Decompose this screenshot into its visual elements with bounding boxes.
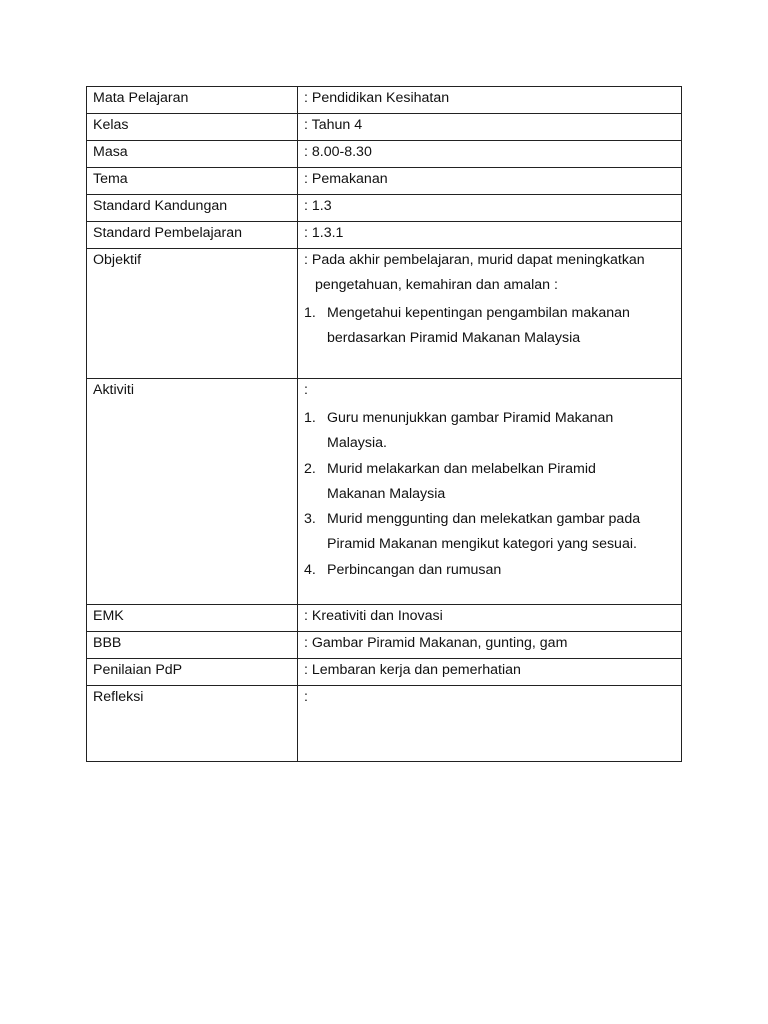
row-bbb: [87, 632, 682, 659]
value-emk: : Kreativiti dan Inovasi: [298, 605, 682, 632]
value-aktiviti: [298, 379, 682, 605]
objektif-list: [304, 301, 675, 352]
value-kelas: : Tahun 4: [298, 114, 682, 141]
lesson-plan-table: [86, 86, 682, 762]
value-standard-pembelajaran: : 1.3.1: [298, 222, 682, 249]
list-text-line2: berdasarkan Piramid Makanan Malaysia: [327, 330, 581, 347]
list-text-line2: Piramid Makanan mengikut kategori yang sesuai.: [327, 536, 637, 553]
value-penilaian-pdp: : Lembaran kerja dan pemerhatian: [298, 659, 682, 686]
label-penilaian-pdp: Penilaian PdP: [87, 659, 298, 686]
value-mata-pelajaran: : Pendidikan Kesihatan: [298, 87, 682, 114]
row-standard-pembelajaran: [87, 222, 682, 249]
objektif-intro-line1: : Pada akhir pembelajaran, murid dapat meningkatkan: [304, 252, 645, 268]
value-bbb: : Gambar Piramid Makanan, gunting, gam: [298, 632, 682, 659]
row-aktiviti: [87, 379, 682, 605]
list-text-line1: Murid menggunting dan melekatkan gambar pada: [327, 511, 641, 528]
row-penilaian-pdp: [87, 659, 682, 686]
label-refleksi: Refleksi: [87, 686, 298, 762]
label-tema: Tema: [87, 168, 298, 195]
label-masa: Masa: [87, 141, 298, 168]
list-number: 2.: [304, 460, 316, 477]
list-text-line1: Mengetahui kepentingan pengambilan makanan: [327, 305, 630, 321]
row-standard-kandungan: [87, 195, 682, 222]
list-number: 3.: [304, 511, 316, 528]
label-bbb: BBB: [87, 632, 298, 659]
list-item: [304, 406, 675, 457]
row-objektif: [87, 249, 682, 379]
row-tema: [87, 168, 682, 195]
value-masa: : 8.00-8.30: [298, 141, 682, 168]
value-objektif: [298, 249, 682, 379]
value-standard-kandungan: : 1.3: [298, 195, 682, 222]
row-emk: [87, 605, 682, 632]
list-text-line1: Murid melakarkan dan melabelkan Piramid: [327, 460, 596, 477]
label-objektif: Objektif: [87, 249, 298, 379]
list-number: 4.: [304, 561, 316, 578]
row-masa: [87, 141, 682, 168]
aktiviti-colon: :: [304, 382, 308, 398]
value-tema: : Pemakanan: [298, 168, 682, 195]
row-kelas: [87, 114, 682, 141]
row-refleksi: [87, 686, 682, 762]
list-number: 1.: [304, 410, 316, 426]
row-mata-pelajaran: [87, 87, 682, 114]
label-standard-pembelajaran: Standard Pembelajaran: [87, 222, 298, 249]
label-emk: EMK: [87, 605, 298, 632]
list-text-line2: Malaysia.: [327, 435, 387, 452]
label-kelas: Kelas: [87, 114, 298, 141]
label-aktiviti: Aktiviti: [87, 379, 298, 605]
list-item: [304, 457, 675, 508]
list-item: [304, 301, 675, 352]
label-mata-pelajaran: Mata Pelajaran: [87, 87, 298, 114]
value-refleksi: :: [298, 686, 682, 762]
list-item: [304, 507, 675, 558]
list-item: [304, 558, 675, 583]
list-text-line1: Perbincangan dan rumusan: [327, 561, 502, 578]
aktiviti-list: [304, 406, 675, 583]
label-standard-kandungan: Standard Kandungan: [87, 195, 298, 222]
objektif-intro-line2: pengetahuan, kemahiran dan amalan :: [315, 277, 558, 293]
list-number: 1.: [304, 305, 316, 321]
list-text-line2: Makanan Malaysia: [327, 485, 446, 502]
list-text-line1: Guru menunjukkan gambar Piramid Makanan: [327, 410, 614, 426]
